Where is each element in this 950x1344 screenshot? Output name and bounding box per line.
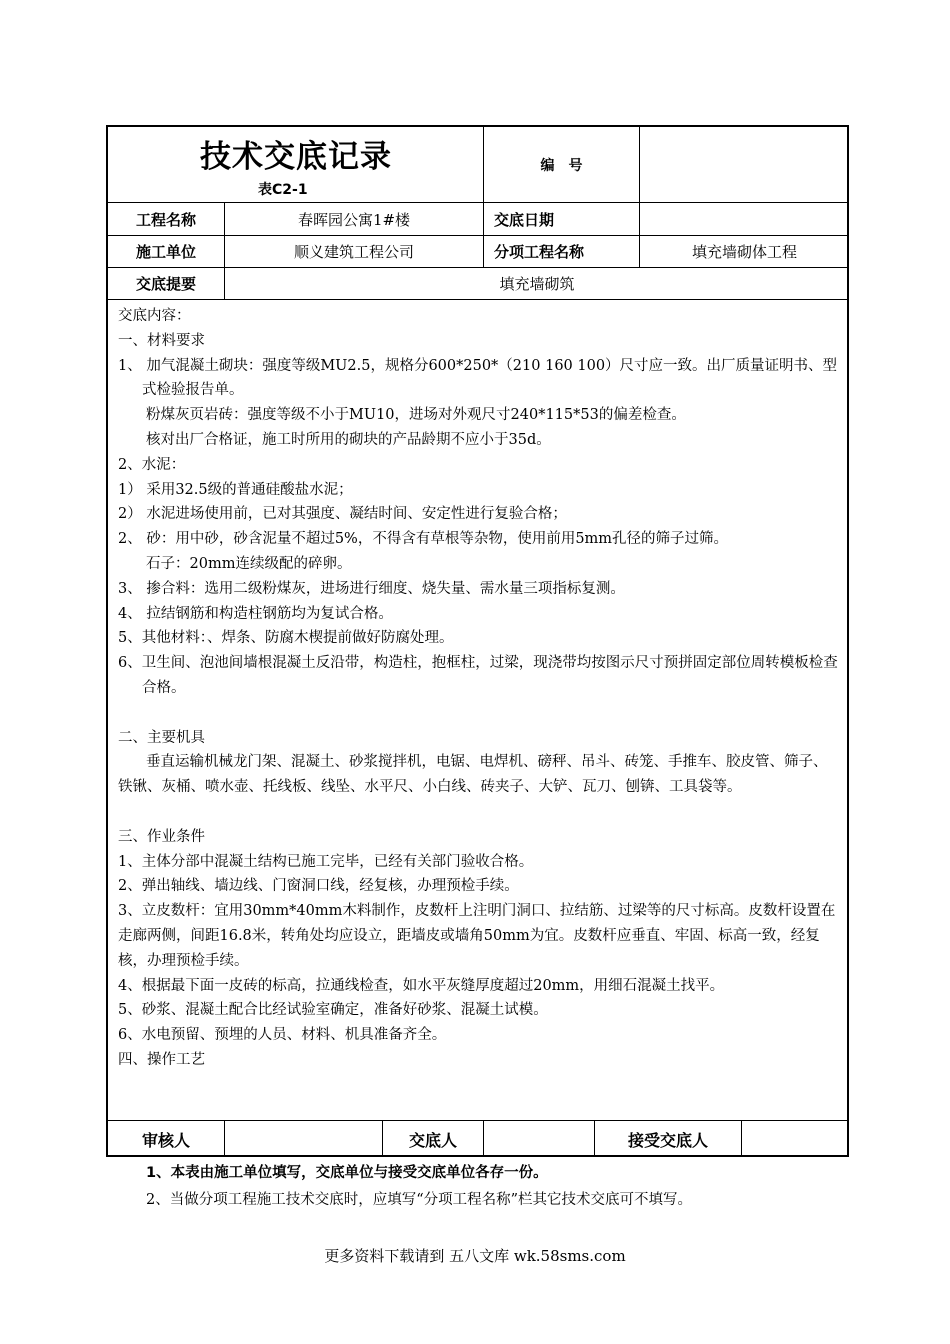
project-name-value[interactable]: 春晖园公寓1#楼 [297, 210, 411, 229]
note-2: 2、当做分项工程施工技术交底时，应填写“分项工程名称”栏其它技术交底可不填写。 [146, 1192, 693, 1208]
content-paragraph: 3、立皮数杆：宜用30mm*40mm木料制作，皮数杆上注明门洞口、拉结筋、过梁等的尺寸标高。皮数杆设置在走廊两侧，间距16.8米，转角处均应设立，距墙皮或墙角50mm为宜。皮数杆应垂直、牢固、标高一致，经复核，办理预检手续。 [118, 903, 836, 969]
section-title: 一、材料要求 [118, 332, 205, 349]
serial-number-value[interactable] [640, 127, 849, 202]
reviewer-label: 审核人 [141, 1130, 190, 1150]
note-1: 1、本表由施工单位填写，交底单位与接受交底单位各存一份。 [146, 1165, 548, 1181]
content-paragraph: 垂直运输机械龙门架、混凝土、砂浆搅拌机，电锯、电焊机、磅秤、吊斗、砖笼、手推车、胶皮管、筛子、铁锹、灰桶、喷水壶、托线板、线坠、水平尺、小白线、砖夹子、大铲、瓦刀、刨锛、工具袋等。 [118, 754, 828, 796]
receiver-label: 接受交底人 [627, 1130, 708, 1150]
form-number: 表C2-1 [258, 182, 308, 198]
section-title: 四、操作工艺 [118, 1051, 205, 1068]
content-paragraph: 5、其他材料：、焊条、防腐木楔提前做好防腐处理。 [118, 630, 454, 647]
serial-number-label: 编 号 [540, 157, 583, 174]
section-title: 三、作业条件 [118, 828, 205, 845]
construction-unit-label: 施工单位 [135, 243, 196, 261]
content-intro: 交底内容： [118, 308, 191, 324]
content-paragraph: 3、 掺合料：选用二级粉煤灰，进场进行细度、烧失量、需水量三项指标复测。 [118, 580, 625, 597]
form-title: 技术交底记录 [200, 139, 392, 175]
subitem-name-label: 分项工程名称 [494, 243, 585, 261]
content-paragraph: 4、 拉结钢筋和构造柱钢筋均为复试合格。 [118, 605, 393, 622]
content-paragraph: 4、根据最下面一皮砖的标高，拉通线检查，如水平灰缝厚度超过20mm，用细石混凝土找平。 [118, 977, 725, 994]
reviewer-signature[interactable] [225, 1121, 382, 1157]
disclosure-content [118, 304, 839, 1073]
content-paragraph: 石子：20mm连续级配的碎卵。 [146, 555, 352, 572]
subitem-name-value[interactable]: 填充墙砌体工程 [691, 243, 797, 261]
divider [108, 299, 847, 300]
section-title: 二、主要机具 [118, 729, 205, 746]
receiver-signature[interactable] [742, 1121, 849, 1157]
discloser-label: 交底人 [408, 1130, 457, 1150]
footer-text: 更多资料下载请到 五八文库 wk.58sms.com [324, 1247, 626, 1265]
content-paragraph: 2） 水泥进场使用前，已对其强度、凝结时间、安定性进行复验合格； [118, 506, 567, 523]
discloser-signature[interactable] [484, 1121, 594, 1157]
content-paragraph: 核对出厂合格证，施工时所用的砌块的产品龄期不应小于35d。 [146, 431, 551, 448]
content-paragraph: 2、 砂：用中砂，砂含泥量不超过5%，不得含有草根等杂物，使用前用5mm孔径的筛子过筛。 [118, 531, 729, 548]
content-paragraph: 5、砂浆、混凝土配合比经试验室确定，准备好砂浆、混凝土试模。 [118, 1002, 548, 1019]
disclosure-date-label: 交底日期 [494, 210, 555, 229]
disclosure-form [106, 125, 849, 1157]
form-notes [146, 1160, 692, 1214]
content-paragraph: 2、弹出轴线、墙边线、门窗洞口线，经复核，办理预检手续。 [118, 878, 519, 895]
content-paragraph: 1、主体分部中混凝土结构已施工完毕，已经有关部门验收合格。 [118, 853, 534, 870]
content-paragraph: 粉煤灰页岩砖：强度等级不小于MU10，进场对外观尺寸240*115*53的偏差检查。 [146, 407, 686, 424]
disclosure-date-value[interactable] [640, 203, 849, 235]
construction-unit-value[interactable]: 顺义建筑工程公司 [293, 243, 414, 261]
spacer [118, 701, 839, 726]
project-name-label: 工程名称 [135, 210, 196, 229]
summary-value[interactable]: 填充墙砌筑 [499, 275, 575, 293]
spacer [118, 800, 839, 825]
content-paragraph: 6、卫生间、泡池间墙根混凝土反沿带，构造柱，抱框柱，过梁，现浇带均按图示尺寸预拼固定部位周转模板检查合格。 [118, 655, 838, 696]
content-paragraph: 1、 加气混凝土砌块：强度等级MU2.5，规格分600*250*（210 160 100）尺寸应一致。出厂质量证明书、型式检验报告单。 [118, 357, 838, 399]
summary-label: 交底提要 [135, 275, 196, 293]
content-paragraph: 2、水泥： [118, 456, 186, 473]
content-paragraph: 1） 采用32.5级的普通硅酸盐水泥； [118, 481, 353, 498]
content-paragraph: 6、水电预留、预埋的人员、材料、机具准备齐全。 [118, 1027, 447, 1044]
